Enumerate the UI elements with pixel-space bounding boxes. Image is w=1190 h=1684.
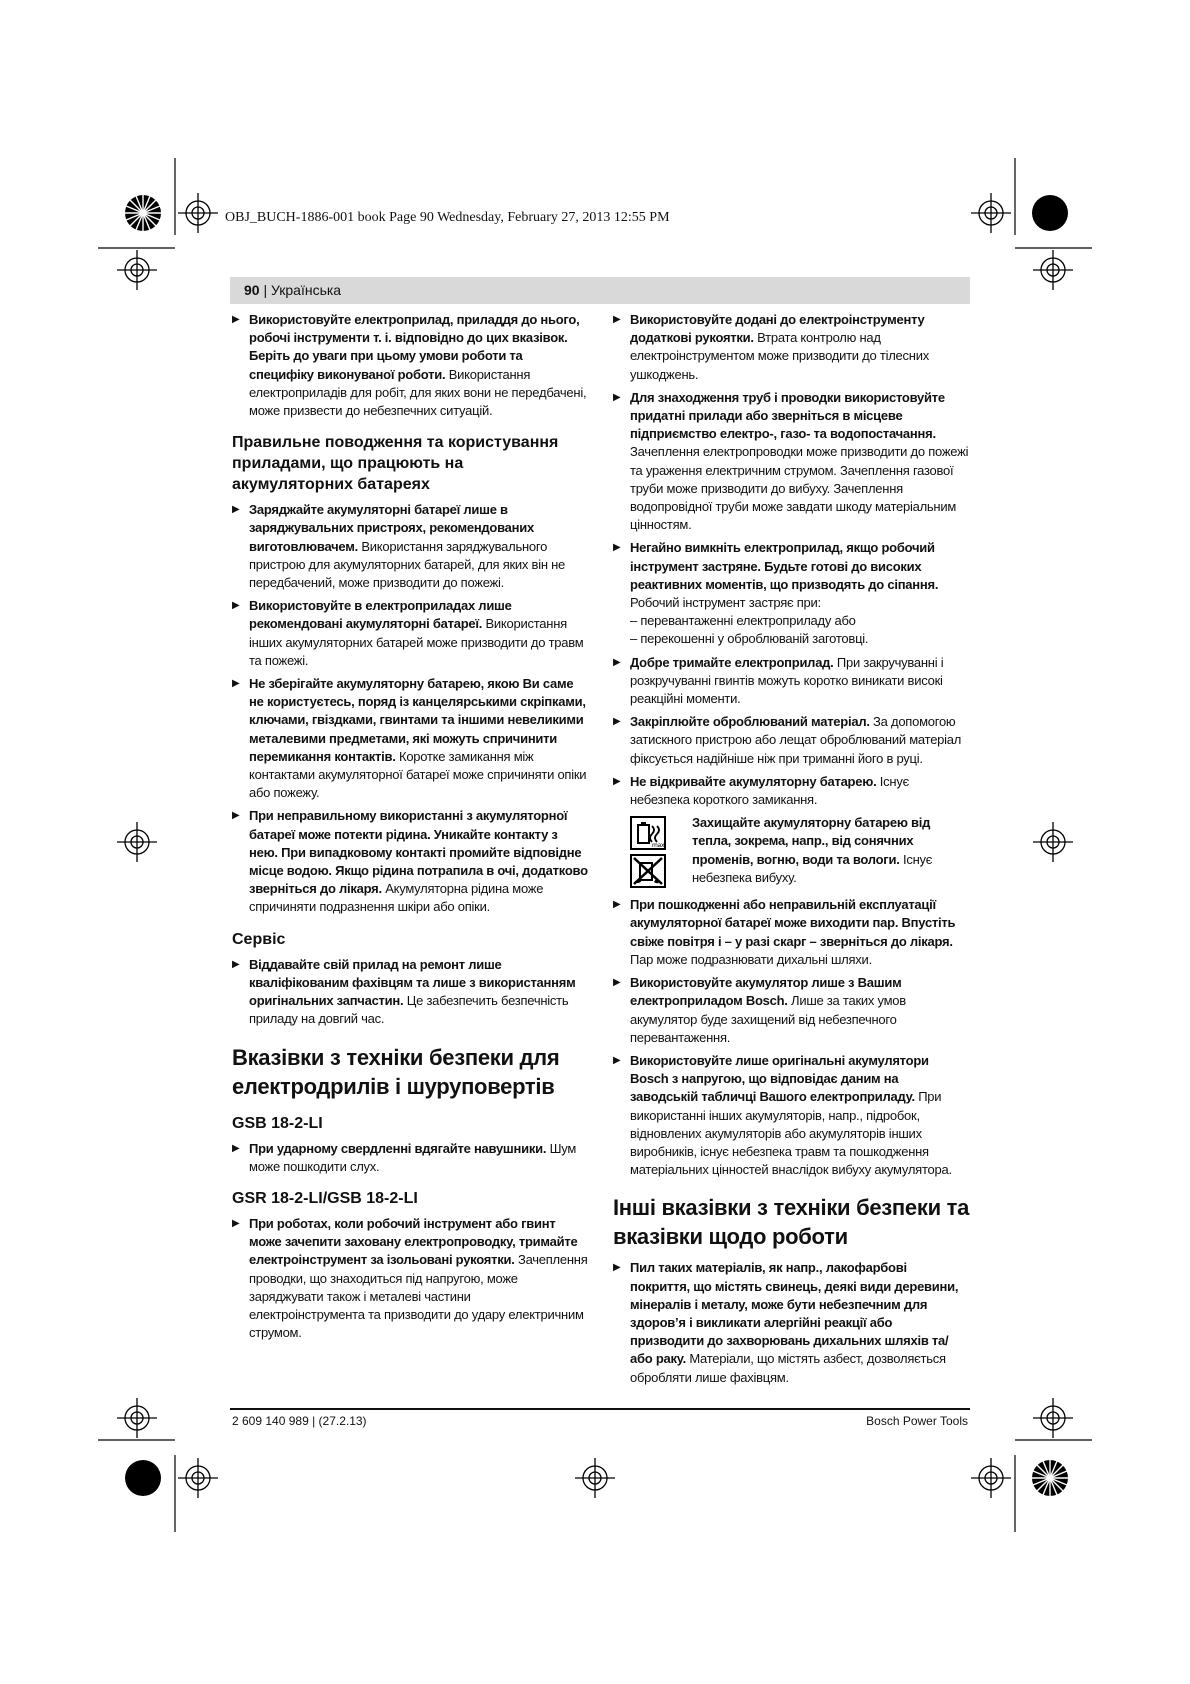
- header-text: [244, 282, 341, 298]
- bullet-text: Лише за таких умов акумулятор буде захищений від небезпечного перевантаження.: [630, 993, 906, 1045]
- bullet: [613, 1052, 969, 1179]
- bullet-text: Шум може пошкодити слух.: [249, 1140, 577, 1174]
- bullet-strong: Не зберігайте акумуляторну батарею, якою Ви саме не користуєтесь, поряд із канцелярськими скріпками, ключами, гвіздками, гвинтами та іншими невеликими металевими предметами, які можуть спричинити перемикання контактів.: [249, 676, 586, 764]
- chapter-heading: Вказівки з техніки безпеки для електродрилів і шуруповертів: [232, 1044, 560, 1099]
- bullet-strong: Не відкривайте акумуляторну батарею.: [630, 773, 877, 789]
- bullet-text: Зачеплення електропроводки може призводити до пожежі та ураження електричним струмом. Зачеплення газової труби може призводити до вибуху. Зачеплення водопровідної труби може завдати шкоду матеріальним цінностям.: [630, 444, 969, 533]
- bullet-strong: Використовуйте додані до електроінструменту додаткові рукоятки.: [630, 312, 925, 346]
- chapter-heading: Інші вказівки з техніки безпеки та вказівки щодо роботи: [613, 1195, 970, 1250]
- model-heading: GSB 18-2-LI: [232, 1114, 323, 1132]
- section-heading-service: Сервіс: [232, 930, 286, 948]
- bullet: [613, 654, 969, 709]
- print-slug: OBJ_BUCH-1886-001 book Page 90 Wednesday, February 27, 2013 12:55 PM: [225, 210, 670, 225]
- bullet: [232, 311, 588, 420]
- bullet-strong: При ударному свердленні вдягайте навушники.: [249, 1140, 547, 1156]
- bullet-strong: Негайно вимкніть електроприлад, якщо робочий інструмент застряне. Будьте готові до високих реактивних моментів, що призводять до сіпання.: [630, 540, 939, 592]
- bullet-strong: Віддавайте свій прилад на ремонт лише кваліфікованим фахівцям та лише з використанням оригінальних запчастин.: [249, 956, 576, 1009]
- bullet-text: Використання заряджувального пристрою для акумуляторних батарей, для яких він не передбачений, може призводити до пожежі.: [249, 538, 566, 591]
- bullet: [613, 896, 969, 969]
- bullet: [613, 539, 969, 648]
- svg-text:max: max: [652, 842, 665, 850]
- bullet-text: Матеріали, що містять азбест, дозволяється обробляти лише фахівцям.: [630, 1351, 946, 1385]
- footer-doc-number: 2 609 140 989 | (27.2.13): [232, 1414, 367, 1428]
- bullet-strong: При роботах, коли робочий інструмент або гвинт може зачепити заховану електропроводку, тримайте електроінструмент за ізольовані рукоятки.: [249, 1215, 578, 1268]
- bullet: [232, 675, 588, 802]
- bullet-text: Коротке замикання між контактами акумуляторної батареї може спричиняти опіки або пожежу.: [249, 748, 587, 801]
- bullet-strong: Закріплюйте оброблюваний матеріал.: [630, 714, 870, 730]
- bullet-text: При закручуванні і розкручуванні гвинтів можуть коротко виникати високі реакційні моменти.: [630, 654, 944, 707]
- bullet: [232, 1215, 588, 1342]
- bullet: [232, 956, 588, 1029]
- bullet-strong: При неправильному використанні з акумуляторної батареї може потекти рідина. Уникайте контакту з нею. При випадковому контакті промийте відповідне місце водою. Якщо рідина потрапила в очі, додатково зверніться до лікаря.: [249, 808, 588, 897]
- warning-strong: Захищайте акумуляторну батарею від тепла, зокрема, напр., від сонячних променів, вогню, води та вологи.: [692, 815, 931, 867]
- bullet: [232, 1140, 588, 1176]
- dash-item: – перекошенні у оброблюваній заготовці.: [630, 631, 869, 647]
- bullet-strong: Пил таких матеріалів, як напр., лакофарбові покриття, що містять свинець, деякі види деревини, мінералів і металу, може бути небезпечним для здоров’я і викликати алергійні реакції або призводити до захворювань дихальних шляхів та/або раку.: [630, 1260, 959, 1367]
- page-number: 90: [244, 282, 260, 298]
- header-separator: |: [259, 282, 271, 298]
- bullet-strong: Для знаходження труб і проводки використовуйте придатні прилади або зверніться в місцеве підприємство електро-, газо- та водопостачання.: [630, 389, 945, 442]
- dash-item: – перевантаженні електроприладу або: [630, 613, 856, 629]
- page-header: [230, 277, 970, 304]
- header-language: Українська: [271, 282, 342, 298]
- bullet-text: Використання інших акумуляторних батарей може призводити до травм та пожежі.: [249, 616, 584, 668]
- footer-brand: Bosch Power Tools: [866, 1414, 968, 1428]
- bullet: [232, 807, 588, 916]
- bullet: [232, 597, 588, 670]
- bullet: [613, 773, 969, 809]
- bullet: [232, 501, 588, 592]
- bullet-text: Акумуляторна рідина може спричиняти подразнення шкіри або опіки.: [249, 881, 544, 915]
- section-heading: Правильне поводження та користування приладами, що працюють на акумуляторних батареях: [232, 434, 559, 494]
- bullet-strong: При пошкодженні або неправильній експлуатації акумуляторної батареї може виходити пар. Впустіть свіже повітря і – у разі скарг – зверніться до лікаря.: [630, 897, 956, 949]
- bullet-text: За допомогою затискного пристрою або лещат оброблюваний матеріал фіксується надійніше ніж при триманні його в руці.: [630, 714, 962, 766]
- bullet-text: Це забезпечить безпечність приладу на довгий час.: [249, 993, 569, 1027]
- bullet-strong: Використовуйте лише оригінальні акумулятори Bosch з напругою, що відповідає даним на заводській табличці Вашого електроприладу.: [630, 1052, 929, 1105]
- bullet-strong: Використовуйте електроприлад, приладдя до нього, робочі інструменти т. і. відповідно до цих вказівок. Беріть до уваги при цьому умови роботи та специфіку виконуваної роботи.: [249, 312, 580, 382]
- bullet-strong: Використовуйте акумулятор лише з Вашим електроприладом Bosch.: [630, 975, 902, 1009]
- right-column: [613, 311, 969, 1392]
- bullet-text: Робочий інструмент застряє при:: [630, 595, 821, 611]
- warning-symbols-block: [630, 814, 969, 890]
- footer-rule: [230, 1408, 970, 1410]
- heat-sun-warning-icon: [630, 816, 666, 850]
- bullet: [613, 1259, 969, 1386]
- bullet-text: Втрата контролю над електроінструментом може призводити до тілесних ушкоджень.: [630, 330, 929, 382]
- bullet-strong: Добре тримайте електроприлад.: [630, 654, 834, 670]
- no-fire-water-icon: [630, 854, 666, 888]
- bullet-text: Зачеплення проводки, що знаходиться під напругою, може заряджувати також і металеві частини електроінструмента та призводити до удару електричним струмом.: [249, 1252, 588, 1341]
- bullet: [613, 974, 969, 1047]
- bullet-text: При використанні інших акумуляторів, напр., підробок, відновлених акумуляторів або акумуляторів інших виробників, існує небезпека травм та пошкодження матеріальних цінностей внаслідок вибуху акумулятора.: [630, 1089, 952, 1178]
- bullet-strong: Заряджайте акумуляторні батареї лише в заряджувальних пристроях, рекомендованих виготовлювачем.: [249, 502, 534, 554]
- bullet-text: Використання електроприладів для робіт, для яких вони не передбачені, може призвести до небезпечних ситуацій.: [249, 366, 587, 419]
- bullet-strong: Використовуйте в електроприладах лише рекомендовані акумуляторні батареї.: [249, 598, 512, 632]
- warning-text: Існує небезпека вибуху.: [692, 851, 933, 885]
- bullet-text: Існує небезпека короткого замикання.: [630, 773, 909, 808]
- bullet: [613, 311, 969, 384]
- bullet: [613, 389, 969, 535]
- bullet-text: Пар може подразнювати дихальні шляхи.: [630, 951, 872, 967]
- model-heading: GSR 18-2-LI/GSB 18-2-LI: [232, 1189, 418, 1207]
- left-column: [232, 311, 588, 1347]
- bullet: [613, 713, 969, 768]
